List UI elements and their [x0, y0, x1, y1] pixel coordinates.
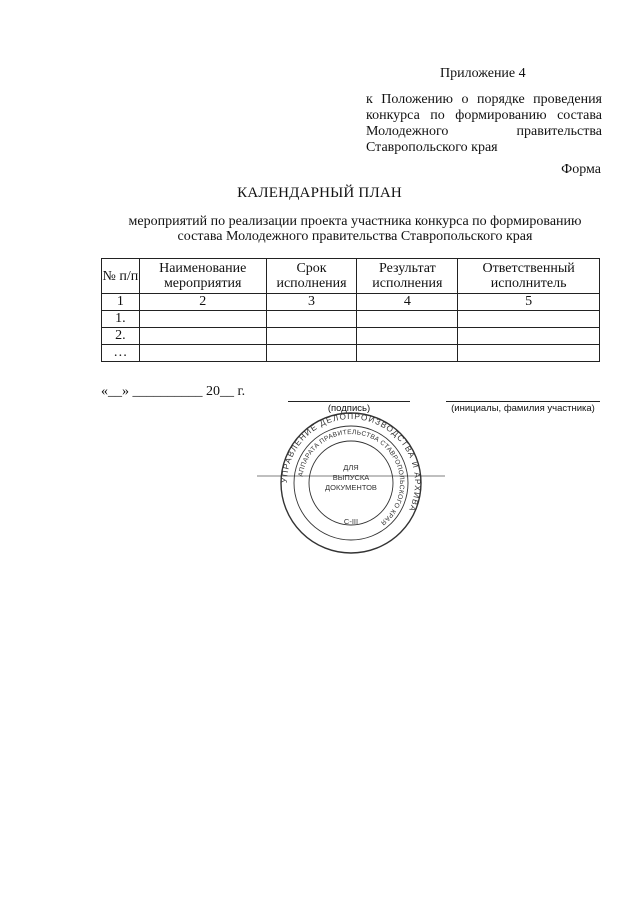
signature-caption: (подпись) — [327, 403, 371, 414]
empty-cell — [266, 328, 357, 345]
column-header-event-name: Наименование мероприятия — [139, 259, 266, 294]
row-number-cell: … — [102, 345, 140, 362]
signature-line — [288, 401, 410, 402]
table-row — [102, 345, 600, 362]
empty-cell — [357, 328, 458, 345]
appendix-label: Приложение 4 — [440, 66, 526, 81]
row-number-cell: 1. — [102, 311, 140, 328]
empty-cell — [357, 345, 458, 362]
row-number-cell: 2. — [102, 328, 140, 345]
column-header-responsible: Ответственный исполнитель — [458, 259, 600, 294]
date-line: «__» __________ 20__ г. — [101, 384, 246, 399]
document-title: КАЛЕНДАРНЫЙ ПЛАН — [237, 185, 402, 201]
empty-cell — [139, 311, 266, 328]
table-header-row — [102, 259, 600, 294]
empty-cell — [357, 311, 458, 328]
regulation-reference: к Положению о порядке проведения конкурса по формированию состава Молодежного правительства Ставропольского края — [366, 92, 602, 155]
column-number-cell: 3 — [266, 294, 357, 311]
participant-name-line — [446, 401, 600, 402]
column-number-cell: 1 — [102, 294, 140, 311]
empty-cell — [139, 328, 266, 345]
empty-cell — [139, 345, 266, 362]
stamp-code: С-III — [343, 517, 359, 526]
column-header-deadline: Срок исполнения — [266, 259, 357, 294]
column-number-cell: 4 — [357, 294, 458, 311]
official-stamp — [257, 412, 445, 554]
stamp-center-line: ДОКУМЕНТОВ — [325, 483, 377, 492]
participant-name-caption: (инициалы, фамилия участника) — [451, 403, 595, 414]
empty-cell — [458, 311, 600, 328]
calendar-plan-table — [101, 258, 600, 362]
empty-cell — [266, 345, 357, 362]
table-row — [102, 328, 600, 345]
empty-cell — [458, 328, 600, 345]
column-number-cell: 2 — [139, 294, 266, 311]
column-numbering-row — [102, 294, 600, 311]
table-row — [102, 311, 600, 328]
stamp-outer-text: УПРАВЛЕНИЕ ДЕЛОПРОИЗВОДСТВА И АРХИВА — [279, 412, 423, 514]
stamp-inner-text: АППАРАТА ПРАВИТЕЛЬСТВА СТАВРОПОЛЬСКОГО КРАЯ — [297, 428, 406, 527]
column-number-cell: 5 — [458, 294, 600, 311]
empty-cell — [266, 311, 357, 328]
column-header-result: Результат исполнения — [357, 259, 458, 294]
stamp-center-line: ДЛЯ — [343, 463, 359, 472]
document-subtitle: мероприятий по реализации проекта участника конкурса по формированию состава Молодежного правительства Ставропольского края — [128, 214, 582, 244]
empty-cell — [458, 345, 600, 362]
form-label: Форма — [561, 162, 601, 177]
stamp-center-line: ВЫПУСКА — [332, 473, 370, 482]
column-header-number: № п/п — [102, 259, 140, 294]
